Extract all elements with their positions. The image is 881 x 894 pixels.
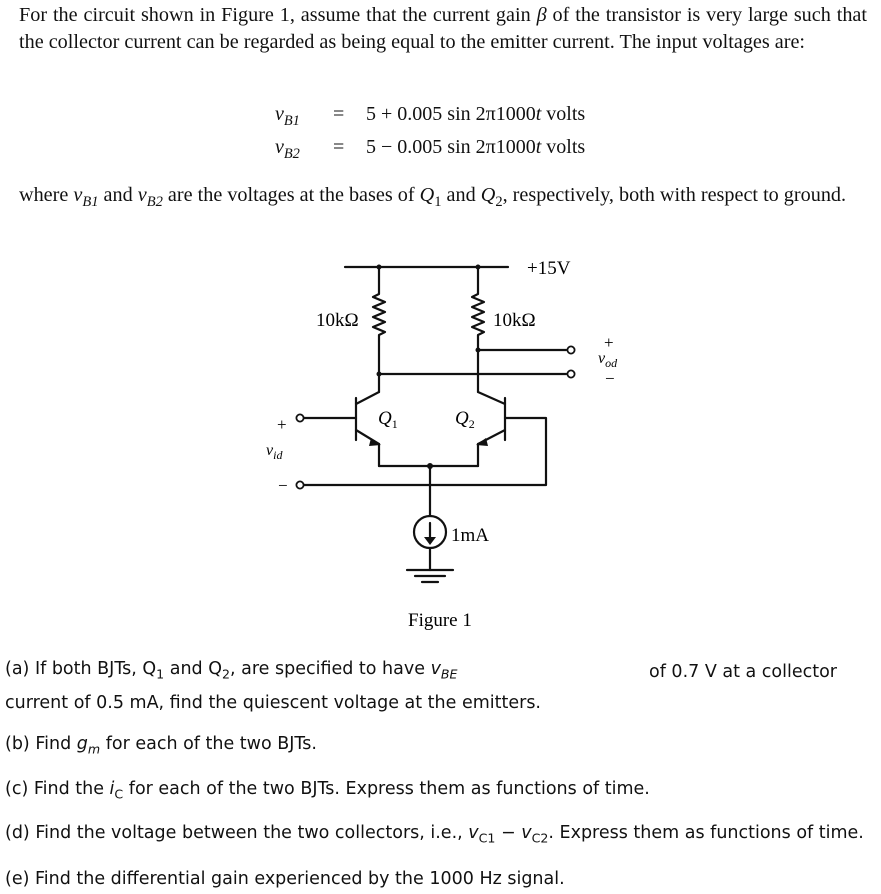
qa-vsub: BE xyxy=(440,666,458,682)
qa-v: v xyxy=(430,659,441,679)
eq2-unit: volts xyxy=(541,136,586,158)
r2-label: 10kΩ xyxy=(493,310,536,331)
resistor-left xyxy=(373,267,385,374)
where-v2: v xyxy=(137,184,147,206)
eq1-unit: volts xyxy=(541,103,586,125)
eq1-lhs-sub: B1 xyxy=(283,113,300,129)
junction-dot xyxy=(377,265,382,270)
eq2-equals: = xyxy=(333,136,345,158)
qb-p2: for each of the two BJTs. xyxy=(100,734,317,754)
question-c xyxy=(5,777,650,807)
where-q1-letter: Q xyxy=(419,184,435,206)
qa-p3: , are specified to have xyxy=(230,659,431,679)
qd-v1: v xyxy=(468,823,479,843)
q2-emitter-arrow xyxy=(476,438,488,446)
qa-p2: and Q xyxy=(164,659,222,679)
where-p4: and xyxy=(441,184,481,206)
r1-label: 10kΩ xyxy=(316,310,359,331)
qc-p2: for each of the two BJTs. Express them as functions of time. xyxy=(123,779,650,799)
vod-minus-terminal xyxy=(567,370,574,377)
vid-minus-label: − xyxy=(278,476,288,495)
question-b xyxy=(5,732,317,762)
qc-i: i xyxy=(109,779,115,799)
qd-s1: C1 xyxy=(478,830,496,846)
eq2-t: t xyxy=(535,136,542,158)
where-q1-sub: 1 xyxy=(434,194,442,211)
q1-collector xyxy=(356,392,379,404)
where-q2-sub: 2 xyxy=(495,194,503,211)
vid-plus-label: + xyxy=(277,415,287,434)
eq1-t: t xyxy=(535,103,542,125)
where-p2: and xyxy=(98,184,138,206)
question-e: (e) Find the differential gain experienced by the 1000 Hz signal. xyxy=(5,869,565,889)
eq2-rhs-expr: 5 − 0.005 sin 2π1000 xyxy=(366,136,536,158)
qb-gsub: m xyxy=(87,741,101,757)
eq1-equals: = xyxy=(333,103,345,125)
question-a-rest: of 0.7 V at a collector current of 0.5 mA, find the quiescent voltage at the emitters. xyxy=(5,662,837,713)
current-arrow-head xyxy=(424,537,436,545)
qd-v2: v xyxy=(521,823,532,843)
q2-label: $Q_2$ xyxy=(455,408,475,431)
question-d xyxy=(5,821,864,851)
qd-p2: . Express them as functions of time. xyxy=(548,823,864,843)
junction-dot xyxy=(427,463,433,469)
qb-p1: (b) Find xyxy=(5,734,77,754)
where-p5: , respectively, both with respect to ground. xyxy=(502,184,847,206)
junction-dot xyxy=(377,372,382,377)
eq2-lhs-sub: B2 xyxy=(283,146,300,162)
resistor-right xyxy=(472,267,484,376)
junction-dot xyxy=(476,348,481,353)
where-q2-letter: Q xyxy=(480,184,496,206)
q1-label: $Q_1$ xyxy=(378,408,398,431)
beta-symbol: β xyxy=(536,4,547,26)
where-sub1: B1 xyxy=(82,194,99,211)
q2-collector xyxy=(478,392,505,404)
vid-plus-terminal xyxy=(296,414,303,421)
q1-emitter-arrow xyxy=(369,438,381,446)
qd-s2: C2 xyxy=(531,830,549,846)
vod-plus-label: + xyxy=(604,333,614,352)
qa-s2: 2 xyxy=(221,666,230,682)
current-label: 1mA xyxy=(451,525,489,546)
qa-s1: 1 xyxy=(156,666,165,682)
qc-p1: (c) Find the xyxy=(5,779,110,799)
where-sub2: B2 xyxy=(146,194,163,211)
junction-dot xyxy=(476,265,481,270)
eq2-lhs: v xyxy=(275,136,284,158)
vod-minus-label: − xyxy=(605,369,615,388)
figure-caption: Figure 1 xyxy=(408,610,472,631)
eq1-lhs: v xyxy=(275,103,284,125)
where-p3: are the voltages at the bases of xyxy=(162,184,420,206)
vod-plus-terminal xyxy=(567,346,574,353)
intro-text-part1: For the circuit shown in Figure 1, assume that the current gain xyxy=(19,4,537,26)
vod-label: $v_{od}$ xyxy=(598,350,618,370)
qd-p1: (d) Find the voltage between the two collectors, i.e., xyxy=(5,823,469,843)
vid-minus-terminal xyxy=(296,481,303,488)
q2-base-loop xyxy=(304,418,546,485)
where-v1: v xyxy=(73,184,83,206)
qa-p1: (a) If both BJTs, Q xyxy=(5,659,157,679)
vid-label: $v_{id}$ xyxy=(266,442,283,462)
intro-text-part2: of the transistor is very large such that the collector current can be regarded as being equal to the emitter current. The input voltages are: xyxy=(19,4,867,53)
qd-mid: − xyxy=(495,823,522,843)
where-p1: where xyxy=(19,184,74,206)
eq1-rhs-expr: 5 + 0.005 sin 2π1000 xyxy=(366,103,536,125)
supply-label: +15V xyxy=(527,258,571,279)
qc-isub: C xyxy=(114,786,124,802)
qb-g: g xyxy=(76,734,88,754)
